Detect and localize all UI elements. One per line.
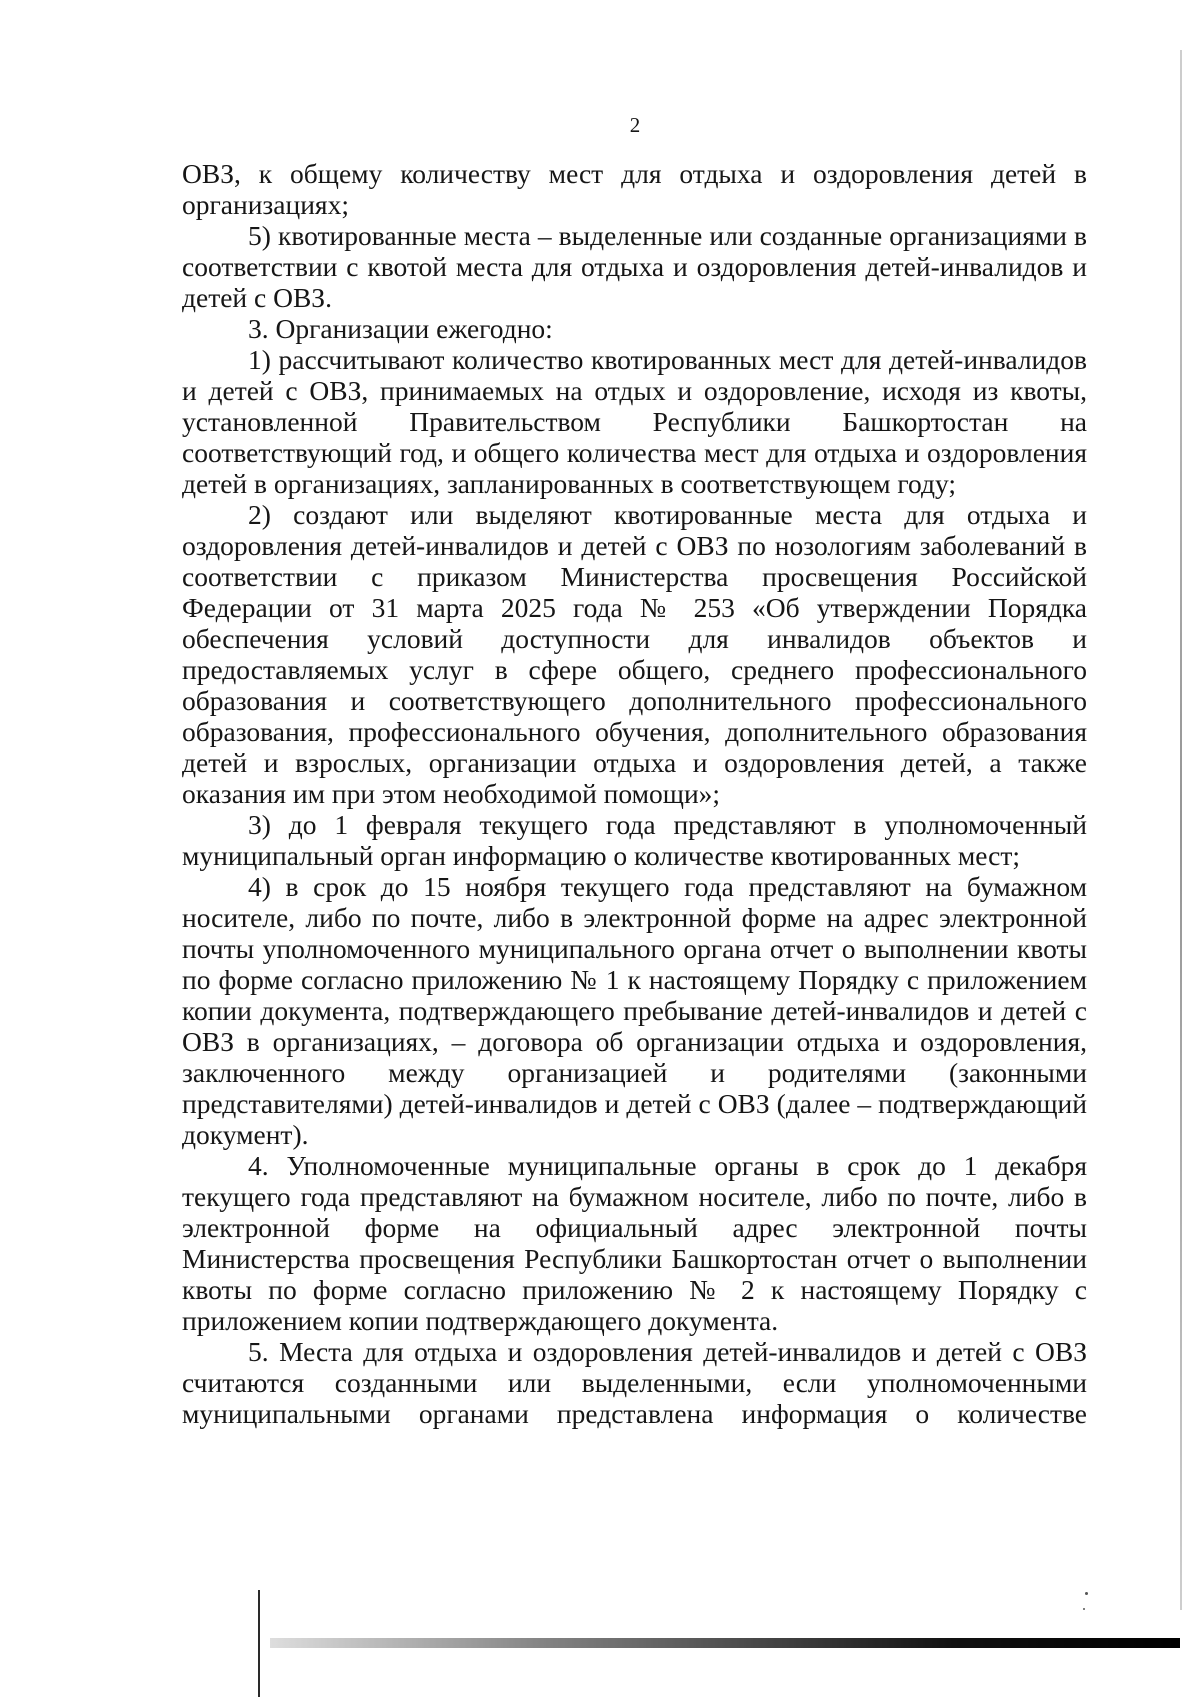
paragraph: 3) до 1 февраля текущего года представляют в уполномоченный муниципальный орган информацию о количестве квотированных мест; xyxy=(182,809,1087,871)
paragraph: 3. Организации ежегодно: xyxy=(248,313,553,344)
paragraph: 2) создают или выделяют квотированные места для отдыха и оздоровления детей-инвалидов и детей с ОВЗ по нозологиям заболеваний в соответствии с приказом Министерства просвещения Российской Федерации от 31 марта 2025 года № 253 «Об утверждении Порядка обеспечения условий доступности для инвалидов объектов и предоставляемых услуг в сфере общего, среднего профессионального образования и соответствующего дополнительного профессионального образования, профессионального обучения, дополнительного образования детей и взрослых, организации отдыха и оздоровления детей, а также оказания им при этом необходимой помощи»; xyxy=(182,499,1087,809)
scan-speck xyxy=(1085,1592,1088,1595)
paragraph: 4. Уполномоченные муниципальные органы в срок до 1 декабря текущего года представляют на бумажном носителе, либо по почте, либо в электронной форме на официальный адрес электронной почты Министерства просвещения Республики Башкортостан отчет о выполнении квоты по форме согласно приложению № 2 к настоящему Порядку с приложением копии подтверждающего документа. xyxy=(182,1150,1087,1336)
paragraph: 1) рассчитывают количество квотированных мест для детей-инвалидов и детей с ОВЗ, принимаемых на отдых и оздоровление, исходя из квоты, установленной Правительством Республики Башкортостан на соответствующий год, и общего количества мест для отдыха и оздоровления детей в организациях, запланированных в соответствующем году; xyxy=(182,344,1087,499)
scan-edge-left xyxy=(258,1590,260,1697)
page-number: 2 xyxy=(629,113,641,137)
scan-bottom-line xyxy=(270,1638,1180,1648)
paragraph: 4) в срок до 15 ноября текущего года представляют на бумажном носителе, либо по почте, либо в электронной форме на адрес электронной почты уполномоченного муниципального органа отчет о выполнении квоты по форме согласно приложению № 1 к настоящему Порядку с приложением копии документа, подтверждающего пребывание детей-инвалидов и детей с ОВЗ в организациях, – договора об организации отдыха и оздоровления, заключенного между организацией и родителями (законными представителями) детей-инвалидов и детей с ОВЗ (далее – подтверждающий документ). xyxy=(182,871,1087,1150)
scan-edge-right xyxy=(1180,50,1182,1610)
scan-speck xyxy=(1083,1608,1085,1610)
document-body xyxy=(182,158,1087,1429)
paragraph: 5) квотированные места – выделенные или созданные организациями в соответствии с квотой места для отдыха и оздоровления детей-инвалидов и детей с ОВЗ. xyxy=(182,220,1087,313)
paragraph: ОВЗ, к общему количеству мест для отдыха и оздоровления детей в организациях; xyxy=(182,158,1087,220)
paragraph-last: 5. Места для отдыха и оздоровления детей-инвалидов и детей с ОВЗ считаются созданными или выделенными, если уполномоченными муниципальными органами представлена информация о количестве xyxy=(182,1336,1087,1429)
